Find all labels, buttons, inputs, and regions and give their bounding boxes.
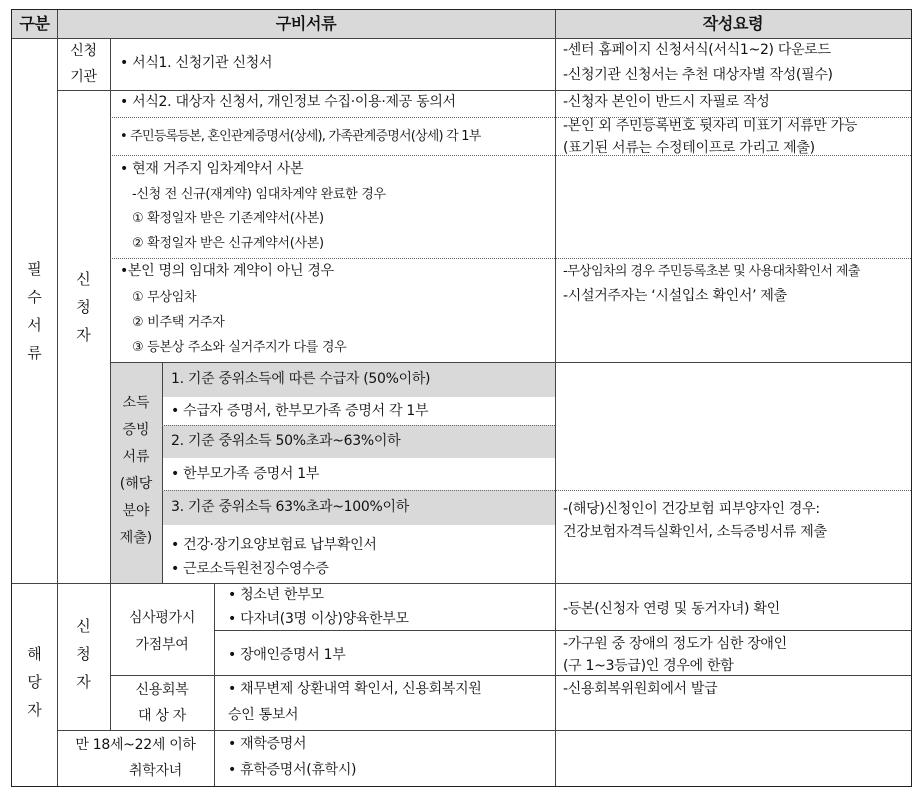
youth-doc-leave: • 휴학증명서(휴학시)	[228, 762, 357, 778]
applicable-label: 해 당 자	[27, 645, 42, 719]
divider	[57, 730, 911, 731]
bonus-label: 심사평가시 가점부여	[128, 610, 196, 653]
non-owner-guide-1: -무상임차의 경우 주민등록초본 및 사용대차확인서 제출	[563, 264, 860, 279]
income-group1-doc: • 수급자 증명서, 한부모가족 증명서 각 1부	[171, 403, 429, 419]
income-group2-doc: • 한부모가족 증명서 1부	[171, 466, 320, 482]
credit-label: 신용회복 대 상 자	[135, 682, 189, 724]
non-owner-guide-2: -시설거주자는 ‘시설입소 확인서’ 제출	[563, 288, 787, 304]
agency-guide-1: -센터 홈페이지 신청서식(서식1~2) 다운로드	[563, 42, 831, 58]
income-group3-doc2: • 근로소득원천징수영수증	[171, 561, 329, 577]
divider	[110, 117, 911, 118]
income-group3-title: 3. 기준 중위소득 63%초과~100%이하	[171, 499, 409, 515]
divider	[57, 90, 911, 91]
applicant-doc-registration: • 주민등록등본, 혼인관계증명서(상세), 가족관계증명서(상세) 각 1부	[120, 129, 481, 144]
non-owner-doc-item1: ① 무상임차	[132, 290, 197, 305]
income-group3-doc1: • 건강·장기요양보험료 납부확인서	[171, 537, 377, 553]
required-docs-label: 필 수 서 류	[27, 260, 42, 362]
agency-label: 신청 기관	[70, 43, 97, 85]
header-guide: 작성요령	[702, 14, 764, 33]
divider	[12, 38, 911, 39]
bonus-guide-disability-2: (구 1~3등급)인 경우에 한함	[563, 658, 734, 674]
non-owner-doc-item2: ② 비주택 거주자	[132, 315, 225, 330]
divider	[214, 583, 215, 786]
income-guide-2: 건강보험자격득실확인서, 소득증빙서류 제출	[563, 524, 827, 540]
divider	[555, 10, 556, 786]
divider	[110, 258, 911, 259]
lease-doc-item2: ② 확정일자 받은 신규계약서(사본)	[132, 236, 324, 251]
youth-label: 만 18세~22세 이하 취학자녀	[75, 737, 196, 779]
bonus-guide-disability-1: -가구원 중 장애의 정도가 심한 장애인	[563, 636, 787, 652]
lease-doc-item1: ① 확정일자 받은 기존계약서(사본)	[132, 211, 324, 226]
agency-guide-2: -신청기관 신청서는 추천 대상자별 작성(필수)	[563, 67, 833, 83]
lease-doc-title: • 현재 거주지 임차계약서 사본	[120, 161, 304, 177]
divider	[57, 10, 58, 786]
table-border	[11, 9, 912, 787]
bonus-doc-disability: • 장애인증명서 1부	[228, 647, 346, 663]
credit-doc-2: 승인 통보서	[228, 707, 299, 723]
applicant-guide-form2: -신청자 본인이 반드시 자필로 작성	[563, 94, 770, 110]
divider	[162, 425, 555, 426]
lease-doc-sub: -신청 전 신규(재계약) 임대차계약 완료한 경우	[132, 187, 386, 202]
divider	[110, 362, 911, 363]
income-group1-title: 1. 기준 중위소득에 따른 수급자 (50%이하)	[171, 371, 431, 387]
divider	[110, 155, 911, 156]
divider	[12, 583, 911, 584]
bonus-doc-youth-parent: • 청소년 한부모	[228, 587, 324, 603]
applicant-doc-form2: • 서식2. 대상자 신청서, 개인정보 수집·이용·제공 동의서	[120, 94, 456, 110]
applicant-guide-registration-2: (표기된 서류는 수정테이프로 가리고 제출)	[563, 140, 815, 156]
applicable-applicant-label: 신 청 자	[76, 617, 91, 691]
header-category: 구분	[19, 14, 50, 33]
credit-doc-1: • 채무변제 상환내역 확인서, 신용회복지원	[228, 681, 482, 697]
non-owner-doc-title: •본인 명의 임대차 계약이 아닌 경우	[120, 263, 334, 279]
youth-doc-enrollment: • 재학증명서	[228, 736, 307, 752]
applicant-guide-registration-1: -본인 외 주민등록번호 뒷자리 미표기 서류만 가능	[563, 118, 858, 134]
applicant-label: 신 청 자	[76, 270, 91, 344]
divider	[110, 675, 911, 676]
income-proof-label: 소득 증빙 서류 (해당 분야 제출)	[119, 395, 153, 546]
divider	[110, 38, 111, 730]
income-guide-1: -(해당)신청인이 건강보험 피부양자인 경우:	[563, 501, 820, 517]
divider	[214, 630, 911, 631]
non-owner-doc-item3: ③ 등본상 주소와 실거주지가 다를 경우	[132, 340, 347, 355]
bonus-guide-registration: -등본(신청자 연령 및 동거자녀) 확인	[563, 601, 780, 617]
divider	[162, 490, 911, 491]
header-documents: 구비서류	[275, 14, 337, 33]
divider	[162, 362, 163, 583]
credit-guide: -신용회복위원회에서 발급	[563, 681, 718, 697]
bonus-doc-multi-child: • 다자녀(3명 이상)양육한부모	[228, 611, 409, 627]
income-group2-title: 2. 기준 중위소득 50%초과~63%이하	[171, 433, 401, 449]
agency-doc: • 서식1. 신청기관 신청서	[120, 55, 273, 71]
